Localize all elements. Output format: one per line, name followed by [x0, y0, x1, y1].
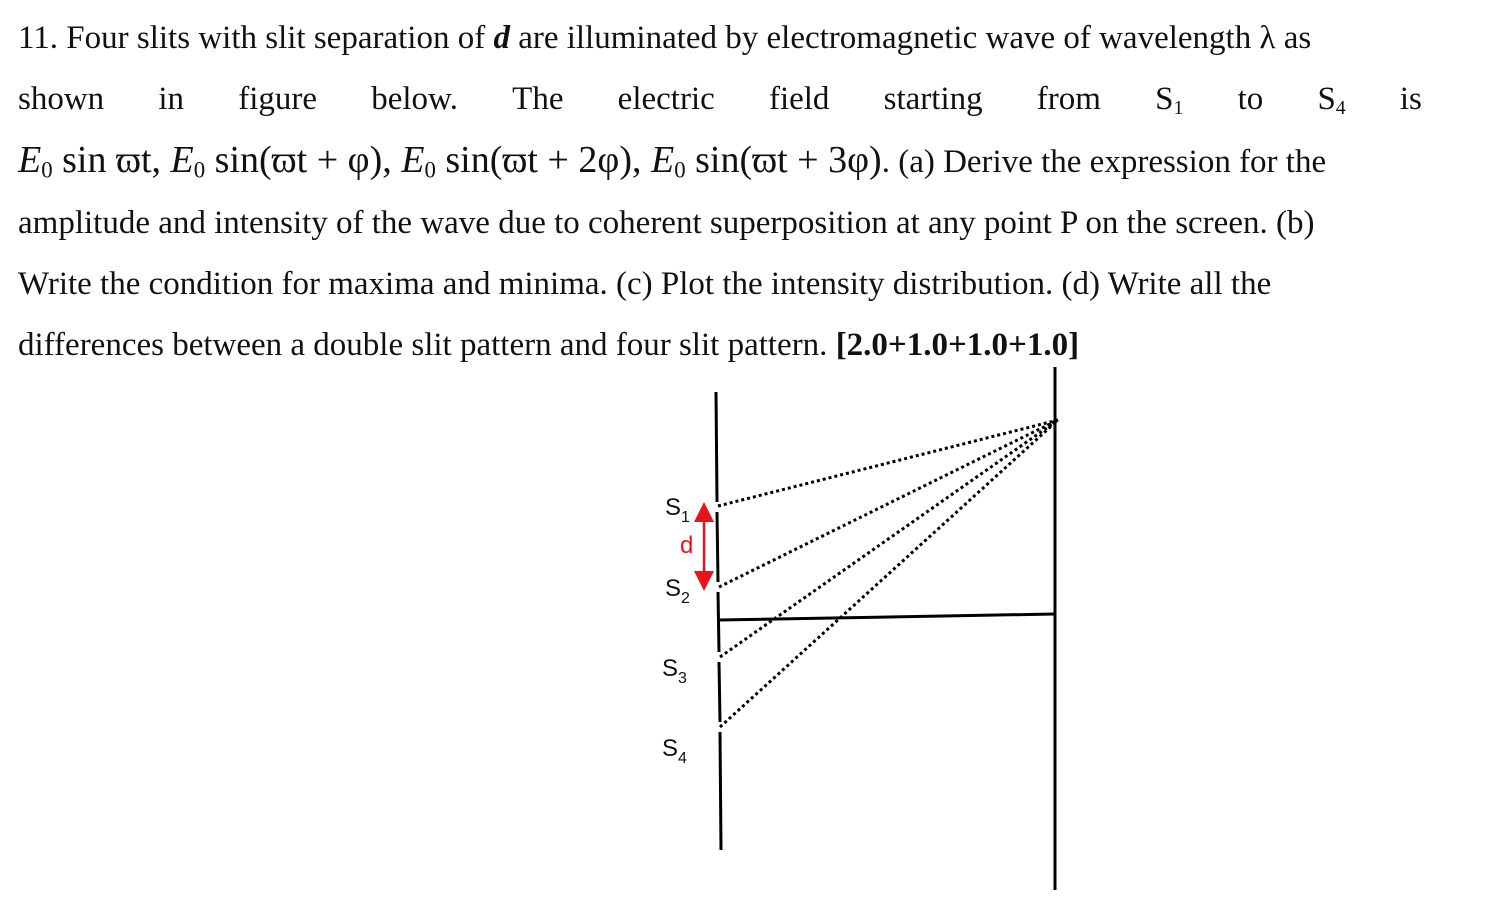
slit-label-s3: $S_3$	[662, 655, 687, 687]
ray-s2	[719, 420, 1058, 587]
slit-separation-symbol: d	[493, 20, 510, 56]
slit-s1-ref: $S_1$	[1155, 81, 1184, 119]
word: starting	[883, 81, 983, 117]
barrier-top-segment	[716, 392, 717, 502]
question-line-5: Write the condition for maxima and minima. (c) Plot the intensity distribution. (d) Write all the	[18, 266, 1272, 302]
word: The	[512, 81, 564, 117]
word: figure	[238, 81, 318, 117]
ray-s1	[718, 420, 1058, 506]
ray-s3	[720, 420, 1058, 657]
barrier-segment-1	[717, 512, 718, 582]
ray-s4	[720, 420, 1058, 727]
word: field	[768, 81, 830, 117]
question-line1-a: Four slits with slit separation of	[66, 20, 486, 56]
word: from	[1036, 81, 1101, 117]
barrier-segment-2	[718, 592, 719, 652]
central-axis-line	[720, 614, 1055, 620]
slit-s4-ref: $S_4$	[1317, 81, 1346, 119]
ray-group	[718, 420, 1058, 727]
word: is	[1399, 81, 1422, 117]
question-line3-text: . (a) Derive the expression for the	[881, 144, 1327, 180]
question-line1-b: are illuminated by electromagnetic wave of wavelength λ as	[518, 20, 1312, 56]
question-line6-text: differences between a double slit pattern and four slit pattern.	[18, 327, 828, 363]
slit-label-s4: $S_4$	[662, 735, 687, 767]
slit-label-s2: $S_2$	[665, 575, 690, 607]
question-line-4: amplitude and intensity of the wave due to coherent superposition at any point P on the screen. (b)	[18, 205, 1315, 241]
barrier-bottom-segment	[720, 732, 721, 850]
field-equations: $E_0$ sin ϖt, $E_0$ sin(ϖt + φ), $E_0$ sin(ϖt + 2φ), $E_0$ sin(ϖt + 3φ)	[18, 139, 882, 183]
word: electric	[617, 81, 715, 117]
word: below.	[371, 81, 458, 117]
separation-label: d	[680, 532, 694, 559]
word: in	[158, 81, 185, 117]
word: to	[1237, 81, 1264, 117]
slit-label-s1: $S_1$	[665, 494, 690, 526]
question-number: 11.	[18, 20, 59, 56]
barrier-segment-3	[719, 662, 720, 722]
word: shown	[18, 81, 105, 117]
marks-breakdown: [2.0+1.0+1.0+1.0]	[835, 327, 1080, 363]
